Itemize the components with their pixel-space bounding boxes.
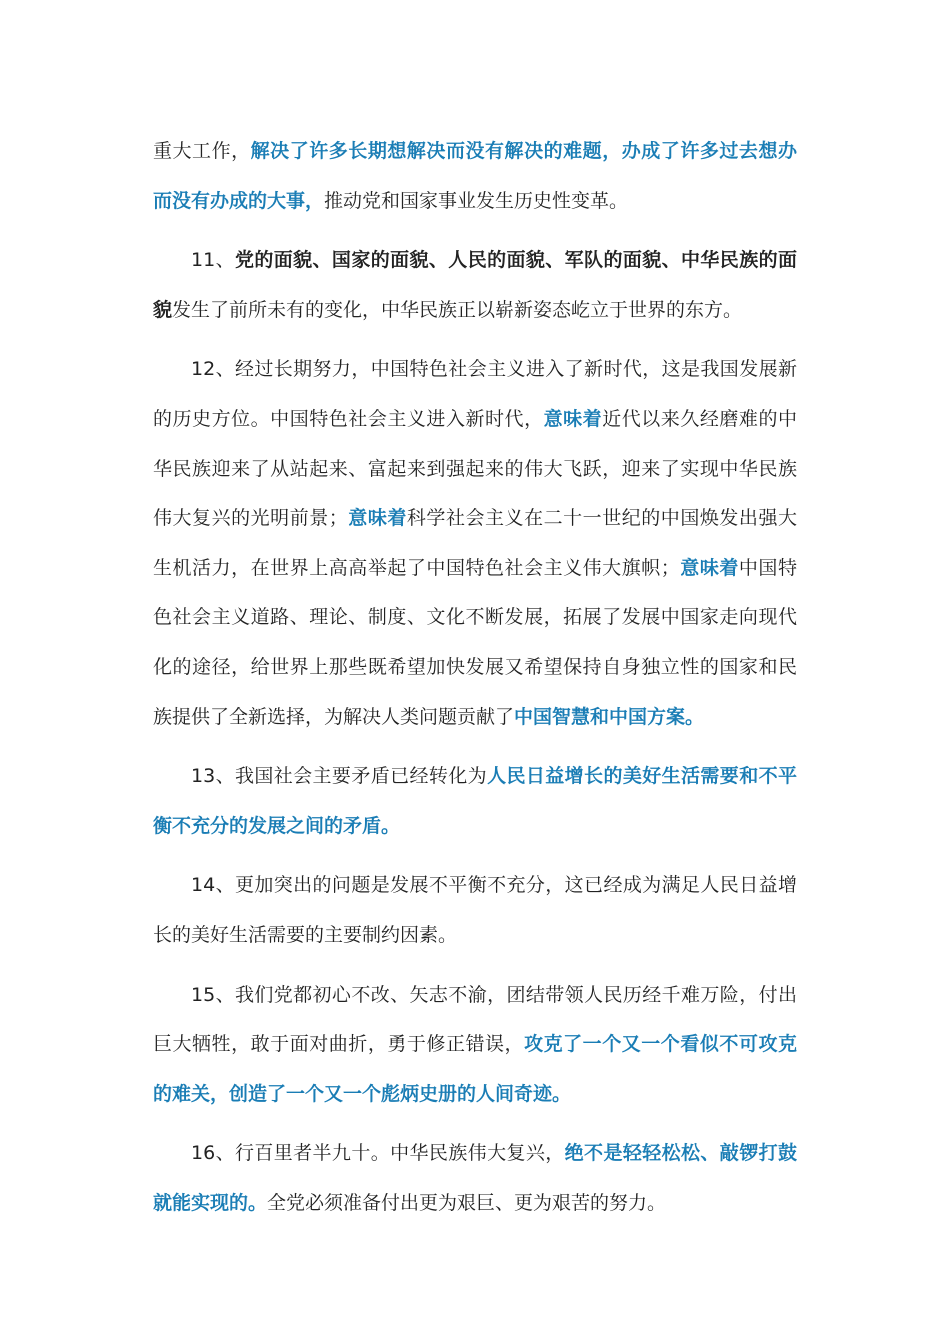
text-segment: 中国特色社会主义道路、理论、制度、文化不断发展，拓展了发展中国家走向现代化的途径，给世界上那些既希望加快发展又希望保持自身独立性的国家和民族提供了全新选择，为解决人类问题贡献了 <box>153 556 797 728</box>
highlighted-text: 人民日益增长的美好生活需要和不平衡不充分的发展之间的矛盾。 <box>153 765 797 837</box>
text-segment: 推动党和国家事业发生历史性变革。 <box>324 189 629 212</box>
bold-text: 党的面貌、国家的面貌、人民的面貌、军队的面貌、中华民族的面貌 <box>153 249 797 321</box>
text-segment: 重大工作， <box>153 140 251 162</box>
paragraph-item-16 <box>153 1129 797 1228</box>
text-segment: 13、我国社会主要矛盾已经转化为 <box>191 765 488 788</box>
paragraph-item-13 <box>153 752 797 851</box>
text-segment: 14、更加突出的问题是发展不平衡不充分，这已经成为满足人民日益增长的美好生活需要的主要制约因素。 <box>153 874 797 946</box>
paragraph-continued <box>153 127 797 226</box>
highlighted-text: 绝不是轻轻松松、敲锣打鼓就能实现的。 <box>153 1142 797 1214</box>
highlighted-text: 意味着 <box>347 507 407 530</box>
highlighted-text: 解决了许多长期想解决而没有解决的难题，办成了许多过去想办而没有办成的大事， <box>153 140 797 212</box>
paragraph-item-14 <box>153 861 797 960</box>
highlighted-text: 意味着 <box>679 556 739 579</box>
text-segment: 全党必须准备付出更为艰巨、更为艰苦的努力。 <box>267 1191 667 1214</box>
highlighted-text: 攻克了一个又一个看似不可攻克的难关，创造了一个又一个彪炳史册的人间奇迹。 <box>153 1033 797 1105</box>
document-body <box>153 127 797 1238</box>
paragraph-item-12 <box>153 345 797 742</box>
text-segment: 近代以来久经磨难的中华民族迎来了从站起来、富起来到强起来的伟大飞跃，迎来了实现中华民族伟大复兴的光明前景； <box>153 407 797 530</box>
highlighted-text: 中国智慧和中国方案。 <box>514 705 705 728</box>
paragraph-item-11 <box>153 236 797 335</box>
paragraph-item-15 <box>153 971 797 1120</box>
text-segment: 12、经过长期努力，中国特色社会主义进入了新时代，这是我国发展新的历史方位。中国特色社会主义进入新时代， <box>153 358 797 430</box>
item-number: 11、 <box>191 249 235 272</box>
highlighted-text: 意味着 <box>543 407 603 430</box>
text-segment: 发生了前所未有的变化，中华民族正以崭新姿态屹立于世界的东方。 <box>172 298 743 321</box>
text-segment: 科学社会主义在二十一世纪的中国焕发出强大生机活力，在世界上高高举起了中国特色社会主义伟大旗帜； <box>153 507 797 579</box>
text-segment: 15、我们党都初心不改、矢志不渝，团结带领人民历经千难万险，付出巨大牺牲，敢于面对曲折，勇于修正错误， <box>153 983 797 1056</box>
text-segment: 16、行百里者半九十。中华民族伟大复兴， <box>191 1142 565 1165</box>
